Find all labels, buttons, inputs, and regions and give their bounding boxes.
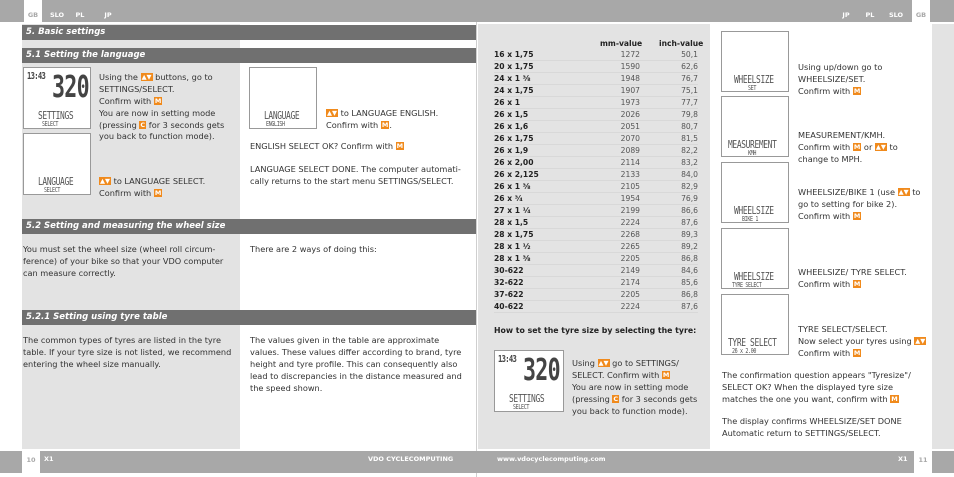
inch-value-cell: 81,5 [681,134,698,144]
tyre-size-cell: 37-622 [494,290,524,300]
center-divider [476,22,477,477]
inch-value-header: inch-value [659,39,704,48]
table-row [494,61,698,73]
inch-value-cell: 75,1 [681,86,698,96]
measurement-text: MEASUREMENT/KMH. Confirm with M or ▲▼ to change to MPH. [798,130,898,164]
tab-jp-right[interactable]: JP [842,11,850,19]
m-key-icon: M [891,394,898,403]
m-key-icon: M [381,120,389,129]
right-strip-bg [932,24,954,449]
inch-value-cell: 84,6 [681,266,698,276]
bottom-bar [0,451,954,473]
inch-value-cell: 82,2 [681,146,698,156]
m-key-icon: M [853,211,861,220]
inch-value-cell: 50,1 [681,50,698,60]
lcd-line2: TYRE SELECT [732,281,762,289]
table-row [494,301,698,313]
inch-value-cell: 82,9 [681,182,698,192]
step-go-settings-text: Using the ▲▼ buttons, go to SETTINGS/SELECT. Confirm with M You are now in setting mode (pressing C for 3 seconds gets you back to function mode). [99,72,225,142]
table-row [494,49,698,61]
inch-value-cell: 85,6 [681,278,698,288]
arrow-keys-icon: ▲▼ [327,109,337,117]
table-row [494,121,698,133]
lcd-wheelsize-set [721,31,789,92]
lcd-measurement-kmh [721,96,789,157]
mm-value-cell: 2268 [620,230,640,240]
inch-value-cell: 87,6 [681,302,698,312]
inch-value-cell: 87,6 [681,218,698,228]
confirmation-question-text: The confirmation question appears "Tyresize"/ SELECT OK? When the displayed tyre size matches the one you want, confirm with M [722,370,911,404]
tab-gb-left[interactable]: GB [24,0,42,22]
mm-value-cell: 2265 [620,242,640,252]
tyre-size-cell: 26 x 2,125 [494,170,539,180]
table-row [494,265,698,277]
mm-value-cell: 2133 [620,170,640,180]
section-5-2-1-title: 5.2.1 Setting using tyre table [22,310,476,325]
mm-value-cell: 2089 [620,146,640,156]
lcd-line1: TYRE SELECT [728,336,777,349]
lcd-line2: SET [748,84,757,92]
section-5-2-title: 5.2 Setting and measuring the wheel size [22,219,476,234]
lcd-line2: ENGLISH [266,120,285,128]
lcd-line2: SELECT [42,120,59,128]
lcd-line1: WHEELSIZE [734,204,774,217]
page-number-right: 11 [914,451,932,473]
tyre-size-cell: 20 x 1,75 [494,62,534,72]
lcd-time: 13:43 [27,71,46,82]
inch-value-cell: 83,2 [681,158,698,168]
tyre-size-cell: 26 x ³⁄₄ [494,194,523,204]
inch-value-cell: 76,7 [681,74,698,84]
mm-value-cell: 1954 [620,194,640,204]
arrow-keys-icon: ▲▼ [100,177,110,185]
tyre-size-cell: 26 x 1 [494,98,521,108]
tyre-size-cell: 28 x 1,75 [494,230,534,240]
table-row [494,277,698,289]
mm-value-cell: 2174 [620,278,640,288]
arrow-keys-icon: ▲▼ [898,188,909,196]
lcd-line2: SELECT [44,186,61,194]
lcd-line2: SELECT [513,403,530,411]
tyre-size-cell: 32-622 [494,278,524,288]
mm-value-cell: 1907 [620,86,640,96]
tab-pl-right[interactable]: PL [865,11,875,19]
inch-value-cell: 89,2 [681,242,698,252]
tyre-size-cell: 26 x 1 ³⁄₈ [494,182,531,192]
mm-value-cell: 1948 [620,74,640,84]
lcd-line2: BIKE 1 [742,215,759,223]
tyre-size-cell: 26 x 2,00 [494,158,534,168]
tyre-size-cell: 28 x 1 ³⁄₈ [494,254,531,264]
tyre-size-cell: 40-622 [494,302,524,312]
wheelsize-set-text: Using up/down go to WHEELSIZE/SET. Confirm with M [798,62,883,96]
mm-value-cell: 2224 [620,218,640,228]
approx-values-text: The values given in the table are approximate values. These values differ according to brand, tyre height and tyre profile. This can consequently also lead to discrepancies in the distance measured and the speed shown. [250,335,462,393]
lcd-time: 13:43 [498,354,517,365]
tab-jp-left[interactable]: JP [104,11,112,19]
mm-value-cell: 2149 [620,266,640,276]
wheel-size-intro: You must set the wheel size (wheel roll circum-ference) of your bike so that your VDO computer can measure correctly. [23,244,224,278]
table-row [494,193,698,205]
mm-value-cell: 2070 [620,134,640,144]
mm-value-cell: 1590 [620,62,640,72]
mm-value-cell: 2051 [620,122,640,132]
lcd-line2: 26 x 2.00 [732,347,757,355]
model-code-left: X1 [44,455,54,463]
middle-step-text: Using ▲▼ go to SETTINGS/ SELECT. Confirm with M You are now in setting mode (pressing C for 3 seconds gets you back to function mode). [572,358,698,416]
inch-value-cell: 89,3 [681,230,698,240]
table-row [494,253,698,265]
tyre-size-cell: 24 x 1,75 [494,86,534,96]
table-row [494,205,698,217]
table-row [494,241,698,253]
m-key-icon: M [154,188,162,197]
step-language-english-text: ▲▼ to LANGUAGE ENGLISH. Confirm with M. [326,108,439,130]
m-key-icon: M [853,348,861,357]
tab-slo-left[interactable]: SLO [49,11,65,19]
arrow-keys-icon: ▲▼ [141,73,152,81]
table-row [494,73,698,85]
table-row [494,109,698,121]
page-number-left: 10 [22,451,40,473]
m-key-icon: M [853,142,861,151]
inch-value-cell: 77,7 [681,98,698,108]
table-row [494,169,698,181]
two-ways-text: There are 2 ways of doing this: [250,244,377,254]
section-title: 5. Basic settings [22,25,476,40]
brand-footer: VDO CYCLECOMPUTING [368,455,454,463]
tab-slo-right[interactable]: SLO [888,11,904,19]
tyre-size-cell: 16 x 1,75 [494,50,534,60]
mm-value-cell: 2224 [620,302,640,312]
m-key-icon: M [853,86,861,95]
mm-value-cell: 1973 [620,98,640,108]
inch-value-cell: 80,7 [681,122,698,132]
table-row [494,133,698,145]
inch-value-cell: 62,6 [681,62,698,72]
lcd-line1: SETTINGS [38,109,74,122]
mm-value-cell: 2026 [620,110,640,120]
language-done-text: LANGUAGE SELECT DONE. The computer automati-cally returns to the start menu SETTINGS/SELECT. [250,164,461,186]
table-row [494,217,698,229]
table-row [494,145,698,157]
lcd-line1: WHEELSIZE [734,73,774,86]
lcd-tyre-select-size [721,294,789,355]
arrow-keys-icon: ▲▼ [598,359,609,367]
m-key-icon: M [853,279,861,288]
top-bar [0,0,954,22]
tyre-size-cell: 28 x 1 ¹⁄₂ [494,242,531,252]
lcd-line1: LANGUAGE [264,109,300,122]
lcd-language-select [23,133,91,195]
tyre-size-cell: 24 x 1 ³⁄₈ [494,74,531,84]
tyre-size-cell: 26 x 1,6 [494,122,529,132]
lcd-line1: WHEELSIZE [734,270,774,283]
lcd-settings-select-middle [494,350,564,412]
model-code-right: X1 [898,455,908,463]
m-key-icon: M [396,142,404,150]
lcd-line1: MEASUREMENT [728,138,777,151]
c-key-icon: C [613,394,619,403]
lcd-settings-select [23,67,91,129]
tyre-select-heading: How to set the tyre size by selecting the tyre: [494,326,697,335]
tab-gb-right[interactable]: GB [912,0,930,22]
inch-value-cell: 79,8 [681,110,698,120]
arrow-keys-icon: ▲▼ [915,336,926,345]
tyre-table-intro: The common types of tyres are listed in the tyre table. If your tyre size is not listed, we recommend entering the wheel size manually. [23,335,232,369]
tyre-size-cell: 28 x 1,5 [494,218,529,228]
inch-value-cell: 86,8 [681,254,698,264]
tyre-table [494,49,698,313]
arrow-keys-icon: ▲▼ [875,142,886,151]
table-row [494,229,698,241]
wheelsize-tyre-select-text: WHEELSIZE/ TYRE SELECT. Confirm with M [798,267,907,289]
tyre-table-container [494,49,706,313]
lcd-line2: KMH [748,149,757,157]
m-key-icon: M [154,96,162,105]
mm-value-cell: 2114 [620,158,640,168]
inch-value-cell: 76,9 [681,194,698,204]
mm-value-cell: 2205 [620,290,640,300]
section-5-1-title: 5.1 Setting the language [22,48,476,63]
step-language-select-text: ▲▼ to LANGUAGE SELECT. Confirm with M [99,176,206,198]
tab-pl-left[interactable]: PL [75,11,85,19]
lcd-language-english [249,67,317,129]
tyre-size-cell: 26 x 1,75 [494,134,534,144]
mm-value-cell: 2205 [620,254,640,264]
mm-value-header: mm-value [600,39,643,48]
table-row [494,97,698,109]
mm-value-cell: 1272 [620,50,640,60]
inch-value-cell: 86,8 [681,290,698,300]
table-row [494,85,698,97]
lcd-speed: 320 [52,70,89,105]
c-key-icon: C [140,120,146,129]
m-key-icon: M [662,370,670,379]
lcd-line1: LANGUAGE [38,175,74,188]
tyre-select-text: TYRE SELECT/SELECT. Now select your tyres using ▲▼ Confirm with M [798,324,926,358]
lcd-wheelsize-tyre-select [721,228,789,289]
mm-value-cell: 2199 [620,206,640,216]
wheelsize-done-text: The display confirms WHEELSIZE/SET DONE Automatic return to SETTINGS/SELECT. [722,416,902,438]
inch-value-cell: 86,6 [681,206,698,216]
tyre-size-cell: 26 x 1,9 [494,146,529,156]
tyre-size-cell: 30-622 [494,266,524,276]
tyre-size-cell: 26 x 1,5 [494,110,529,120]
english-select-ok-text: ENGLISH SELECT OK? Confirm with M [250,141,404,151]
inch-value-cell: 84,0 [681,170,698,180]
table-row [494,157,698,169]
website-footer[interactable]: www.vdocyclecomputing.com [497,455,606,463]
lcd-wheelsize-bike1 [721,162,789,223]
lcd-speed: 320 [523,353,560,388]
table-row [494,181,698,193]
table-row [494,289,698,301]
lcd-line1: SETTINGS [509,392,545,405]
mm-value-cell: 2105 [620,182,640,192]
tyre-size-cell: 27 x 1 ¹⁄₄ [494,206,531,216]
wheelsize-bike-text: WHEELSIZE/BIKE 1 (use ▲▼ to go to setting for bike 2). Confirm with M [798,187,921,221]
